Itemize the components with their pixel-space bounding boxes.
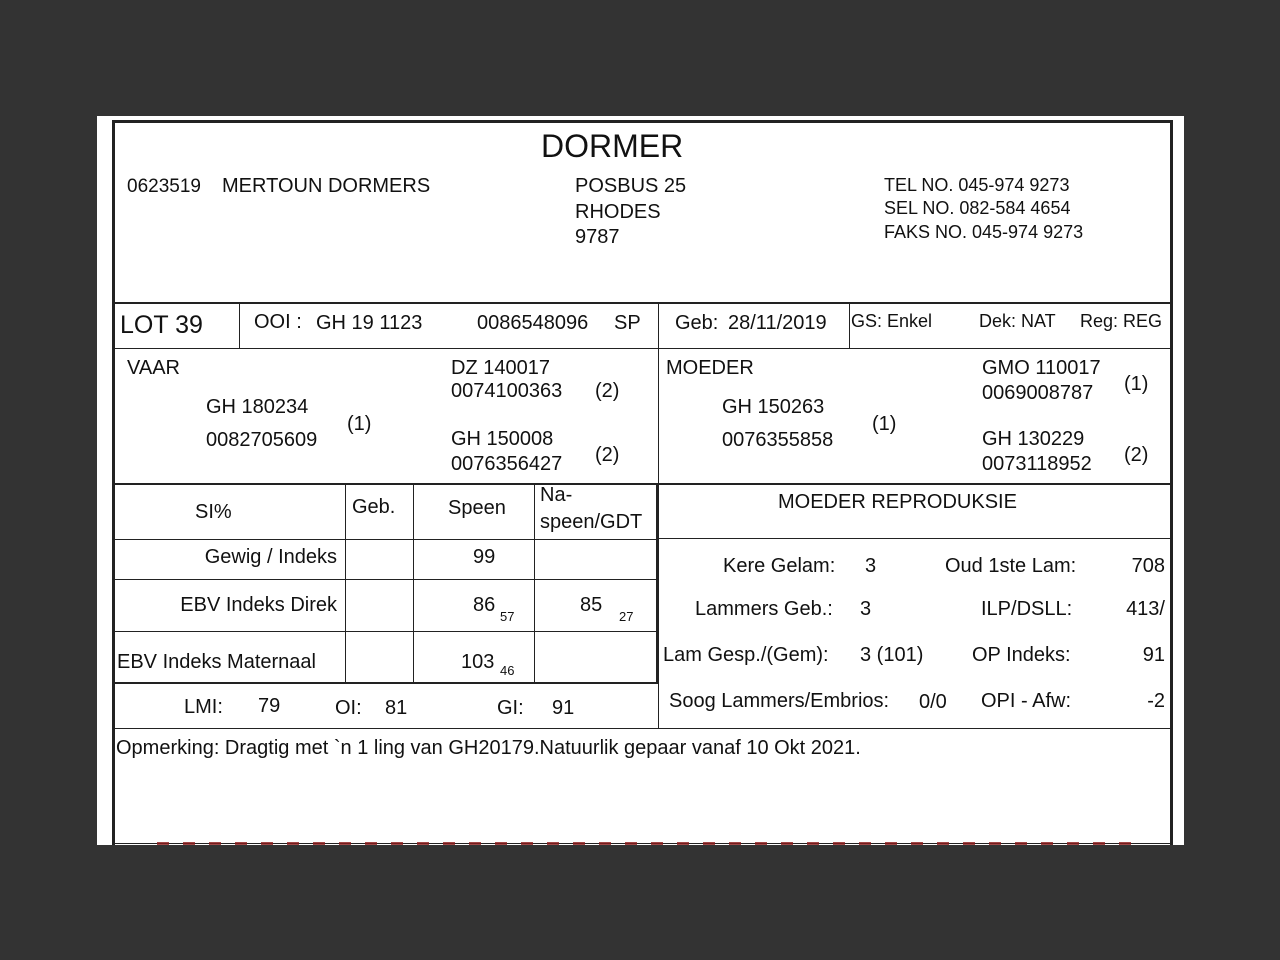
moeder-sire-reg: 0073118952 [982,453,1092,475]
ooi-reg: 0086548096 [477,312,589,334]
si-col-1 [345,483,346,683]
si-col-2 [413,483,414,683]
gi-label: GI: [497,697,524,719]
si-table-row2-bottom [112,631,658,632]
oi-label: OI: [335,697,362,719]
sale-card [97,116,1184,845]
reproduksie-title-bottom [658,538,1173,539]
moeder-sire-id: GH 130229 [982,428,1085,450]
address-line-3: 9787 [575,226,620,248]
soog-label: Soog Lammers/Embrios: [669,690,890,712]
gi-value: 91 [552,697,575,719]
vaar-grade: (1) [347,413,372,435]
breeder-code: 0623519 [127,176,201,197]
row-gewig-speen: 99 [473,546,496,568]
divider-lot-3 [849,302,850,348]
moeder-label: MOEDER [666,357,754,379]
cut-off-red-text [157,842,1137,845]
kere-gelam-value: 3 [865,555,877,577]
moeder-id: GH 150263 [722,396,825,418]
address-line-1: POSBUS 25 [575,175,687,197]
vaar-sire-reg: 0076356427 [451,453,563,475]
naspeen-header-line2: speen/GDT [540,511,643,533]
oud-label: Oud 1ste Lam: [945,555,1077,577]
row-gewig-label: Gewig / Indeks [204,546,337,568]
moeder-grade: (1) [872,413,897,435]
breeder-name: MERTOUN DORMERS [222,175,431,197]
row-direk-label: EBV Indeks Direk [180,594,337,616]
tel-number: TEL NO. 045-974 9273 [884,175,1070,195]
divider-lot-2 [658,302,659,348]
moeder-sire-grade: (2) [1124,444,1149,466]
gs-value: GS: Enkel [851,311,933,331]
moeder-dam-reg: 0069008787 [982,382,1094,404]
vaar-dam-id: DZ 140017 [451,357,550,379]
vaar-label: VAAR [127,357,180,379]
lot-number: LOT 39 [120,311,203,339]
row-direk-naspeen: 85 [580,594,603,616]
opi-value: -2 [1147,690,1165,712]
vaar-id: GH 180234 [206,396,309,418]
row-direk-naspeen-acc: 27 [619,609,634,624]
oi-value: 81 [385,697,408,719]
divider-indices-bottom [112,728,1173,729]
row-maternaal-speen-acc: 46 [500,663,515,678]
lam-gesp-label: Lam Gesp./(Gem): [663,644,829,666]
si-table-header-bottom [112,539,658,540]
kere-gelam-label: Kere Gelam: [723,555,836,577]
vaar-sire-grade: (2) [595,444,620,466]
ilp-label: ILP/DSLL: [981,598,1073,620]
soog-value: 0/0 [919,691,947,713]
geb-date: 28/11/2019 [728,312,827,334]
ooi-label: OOI : [254,311,302,333]
lam-gesp-value: 3 (101) [860,644,924,666]
ooi-id: GH 19 1123 [316,312,423,334]
naspeen-header-line1: Na- [540,484,573,506]
card-title: DORMER [541,128,684,164]
reproduksie-title: MOEDER REPRODUKSIE [778,491,1017,513]
si-table-row1-bottom [112,579,658,580]
lammers-geb-label: Lammers Geb.: [695,598,833,620]
ooi-sp: SP [614,312,641,334]
row-maternaal-label: EBV Indeks Maternaal [117,651,316,673]
op-indeks-label: OP Indeks: [972,644,1071,666]
ilp-value: 413/ [1126,598,1165,620]
opmerking-note: Opmerking: Dragtig met `n 1 ling van GH20179.Natuurlik gepaar vanaf 10 Okt 2021. [116,737,861,759]
frame-top [112,120,1173,123]
op-indeks-value: 91 [1142,644,1165,666]
moeder-dam-grade: (1) [1124,373,1149,395]
divider-lot-top [112,302,1173,304]
si-col-4 [656,483,658,683]
si-header: SI% [195,501,232,523]
lmi-label: LMI: [184,696,223,718]
oud-value: 708 [1131,555,1165,577]
geb-label: Geb: [675,312,719,334]
divider-lot-bottom [112,348,1173,349]
geb-header: Geb. [352,496,396,518]
address-line-2: RHODES [575,201,661,223]
row-direk-speen: 86 [473,594,496,616]
si-col-3 [534,483,535,683]
vaar-dam-grade: (2) [595,380,620,402]
lmi-value: 79 [258,695,281,717]
dek-value: Dek: NAT [979,311,1056,331]
vaar-sire-id: GH 150008 [451,428,554,450]
vaar-reg: 0082705609 [206,429,318,451]
lammers-geb-value: 3 [860,598,872,620]
speen-header: Speen [448,497,506,519]
reg-value: Reg: REG [1080,311,1163,331]
divider-pedigree-bottom [112,483,1173,485]
moeder-reg: 0076355858 [722,429,834,451]
opi-label: OPI - Afw: [981,690,1072,712]
vaar-dam-reg: 0074100363 [451,380,563,402]
divider-lot-1 [239,302,240,348]
row-direk-speen-acc: 57 [500,609,515,624]
sel-number: SEL NO. 082-584 4654 [884,198,1071,218]
si-table-bottom [112,682,658,684]
row-maternaal-speen: 103 [461,651,495,673]
moeder-dam-id: GMO 110017 [982,357,1101,379]
faks-number: FAKS NO. 045-974 9273 [884,222,1084,242]
